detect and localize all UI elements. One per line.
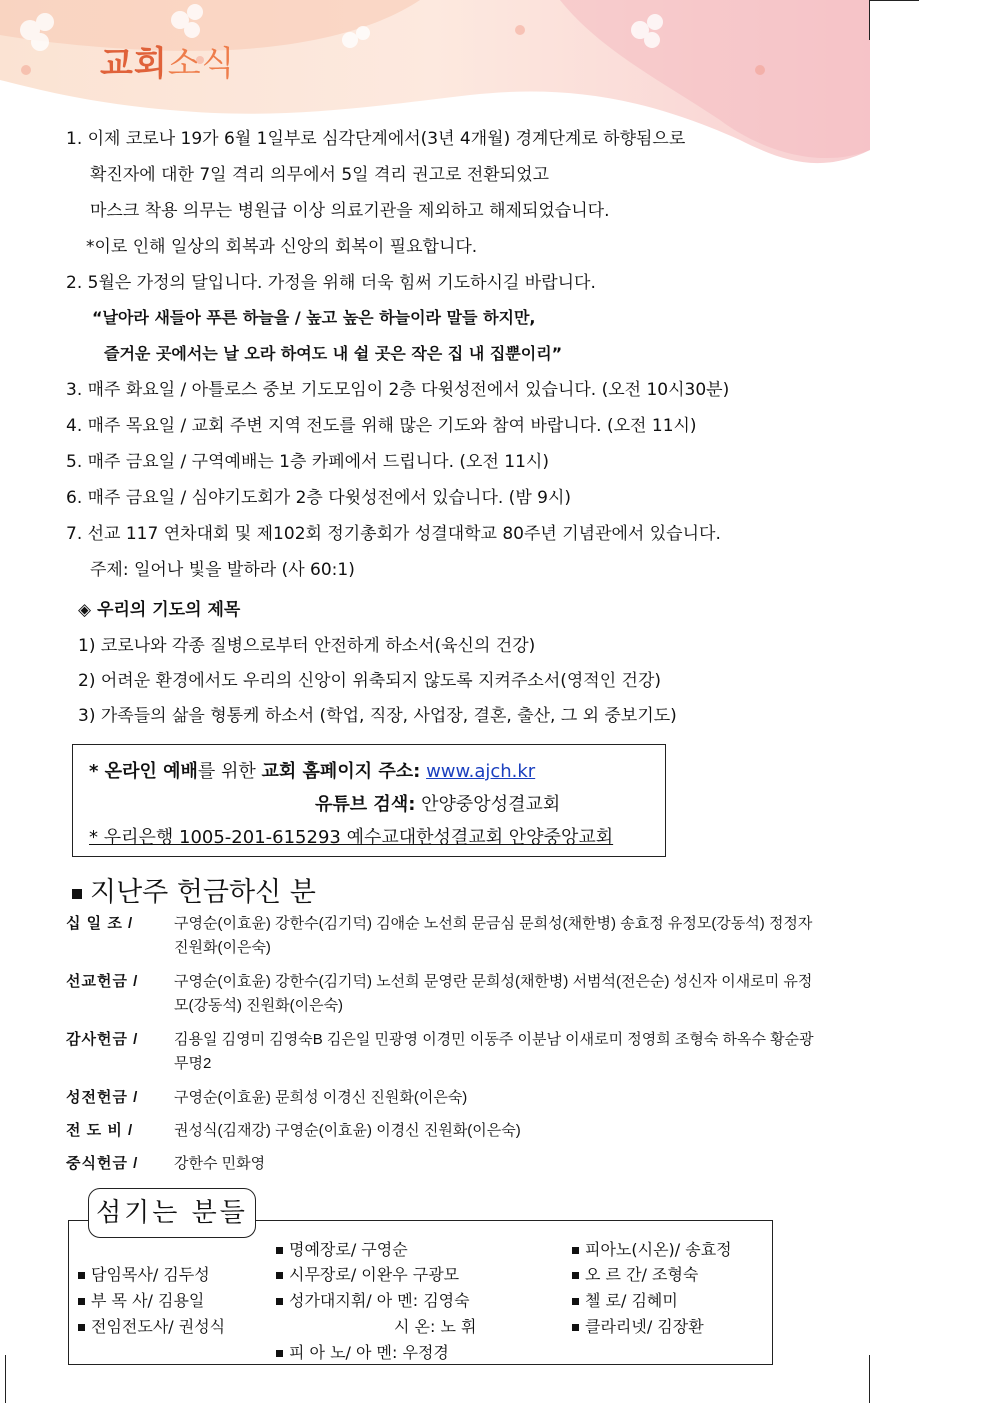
right-border-bottom: [869, 1355, 870, 1403]
poem-line-2: 즐거운 곳에서는 날 오라 하여도 내 쉴 곳은 작은 집 내 집뿐이리”: [104, 344, 563, 363]
announcement-7-theme: 주제: 일어나 빛을 발하라 (사 60:1): [90, 560, 355, 580]
blossom-background: [0, 0, 992, 190]
server-pianist-zion: 피아노(시온)/ 송효정: [572, 1237, 732, 1260]
bullet-icon: [78, 1298, 85, 1305]
announcement-1-line3: 마스크 착용 의무는 병원급 이상 의료기관을 제외하고 해제되었습니다.: [90, 201, 610, 221]
homepage-link[interactable]: www.ajch.kr: [426, 761, 536, 782]
announcement-6: 6. 매주 금요일 / 심야기도회가 2층 다윗성전에서 있습니다. (밤 9시): [66, 488, 572, 508]
bullet-icon: [78, 1272, 85, 1279]
servers-title: 섬기는 분들: [88, 1188, 256, 1238]
page-title: 교회소식: [100, 44, 236, 84]
bullet-icon: [276, 1350, 283, 1357]
prayer-title: ◈ 우리의 기도의 제목: [78, 600, 241, 620]
offering-row-thanks: 감사헌금 / 김용일 김영미 김영숙B 김은일 민광영 이경민 이동주 이분남 이새로미 정영희 조형숙 하옥수 황순광 무명2: [66, 1031, 814, 1072]
diamond-icon: ◈: [78, 600, 92, 620]
bullet-icon: [572, 1272, 579, 1279]
announcement-5: 5. 매주 금요일 / 구역예배는 1층 카페에서 드립니다. (오전 11시): [66, 452, 549, 472]
online-info-box: [72, 744, 666, 857]
offering-row-lunch: 중식헌금 / 강한수 민화영: [66, 1155, 266, 1172]
bullet-icon: [276, 1272, 283, 1279]
server-pianist: 피 아 노/ 아 멘: 우정경: [276, 1340, 449, 1363]
poem-line-1: “날아라 새들아 푸른 하늘을 / 높고 높은 하늘이라 말들 하지만,: [92, 308, 536, 327]
server-zion-choir: 시 온: 노 휘: [394, 1317, 477, 1336]
prayer-item-3: 3) 가족들의 삶을 형통케 하소서 (학업, 직장, 사업장, 결혼, 출산, 그 외 중보기도): [78, 706, 677, 726]
youtube-line: 유튜브 검색: 안양중앙성결교회: [315, 794, 561, 815]
bullet-icon: [276, 1247, 283, 1254]
announcement-3: 3. 매주 화요일 / 아틀로스 중보 기도모임이 2층 다윗성전에서 있습니다. (오전 10시30분): [66, 380, 730, 400]
announcement-7: 7. 선교 117 연차대회 및 제102회 정기총회가 성결대학교 80주년 기념관에서 있습니다.: [66, 524, 721, 544]
offering-row-evangelism: 전 도 비 / 권성식(김재강) 구영순(이효윤) 이경신 진원화(이은숙): [66, 1122, 521, 1139]
left-border-bottom: [5, 1355, 6, 1403]
prayer-item-2: 2) 어려운 환경에서도 우리의 신앙이 위축되지 않도록 지켜주소서(영적인 건강): [78, 671, 662, 691]
server-cellist: 첼 로/ 김혜미: [572, 1288, 678, 1311]
server-clarinetist: 클라리넷/ 김장환: [572, 1314, 704, 1337]
announcement-2: 2. 5월은 가정의 달입니다. 가정을 위해 더욱 힘써 기도하시길 바랍니다.: [66, 273, 596, 293]
server-evangelist: 전임전도사/ 권성식: [78, 1314, 225, 1337]
bullet-icon: [572, 1298, 579, 1305]
server-organist: 오 르 간/ 조형숙: [572, 1262, 698, 1285]
server-senior-pastor: 담임목사/ 김두성: [78, 1262, 210, 1285]
prayer-item-1: 1) 코로나와 각종 질병으로부터 안전하게 하소서(육신의 건강): [78, 636, 536, 656]
server-active-elders: 시무장로/ 이완우 구광모: [276, 1262, 459, 1285]
announcement-1-note: *이로 인해 일상의 회복과 신앙의 회복이 필요합니다.: [86, 237, 478, 257]
online-homepage-line: * 온라인 예배를 위한 교회 홈페이지 주소: www.ajch.kr: [89, 761, 536, 782]
right-border-top: [869, 0, 870, 40]
announcement-1: 1. 이제 코로나 19가 6월 1일부로 심각단계에서(3년 4개월) 경계단계로 하향됨으로: [66, 129, 686, 149]
server-honorary-elder: 명예장로/ 구영순: [276, 1237, 408, 1260]
server-associate-pastor: 부 목 사/ 김용일: [78, 1288, 204, 1311]
header-banner: [0, 0, 992, 190]
bullet-icon: [572, 1324, 579, 1331]
offering-row-building: 성전헌금 / 구영순(이효윤) 문희성 이경신 진원화(이은숙): [66, 1089, 468, 1106]
offering-row-tithe: 십 일 조 / 구영순(이효윤) 강한수(김기덕) 김애순 노선희 문금심 문희성(채한병) 송효정 유정모(강동석) 정정자 진원화(이은숙): [66, 915, 813, 956]
announcement-1-line2: 확진자에 대한 7일 격리 의무에서 5일 격리 권고로 전환되었고: [90, 165, 549, 185]
bullet-icon: [276, 1298, 283, 1305]
offering-title: 지난주 헌금하신 분: [72, 870, 316, 909]
server-choir-conductor: 성가대지휘/ 아 멘: 김영숙: [276, 1288, 470, 1311]
bullet-icon: [572, 1247, 579, 1254]
corner-mark: [869, 0, 919, 1]
bank-account: * 우리은행 1005-201-615293 예수교대한성결교회 안양중앙교회: [89, 827, 614, 848]
bullet-icon: [78, 1324, 85, 1331]
announcement-4: 4. 매주 목요일 / 교회 주변 지역 전도를 위해 많은 기도와 참여 바랍니다. (오전 11시): [66, 416, 697, 436]
offering-row-mission: 선교헌금 / 구영순(이효윤) 강한수(김기덕) 노선희 문영란 문희성(채한병) 서범석(전은순) 성신자 이새로미 유정모(강동석) 진원화(이은숙): [66, 973, 813, 1014]
square-bullet-icon: [72, 889, 82, 899]
